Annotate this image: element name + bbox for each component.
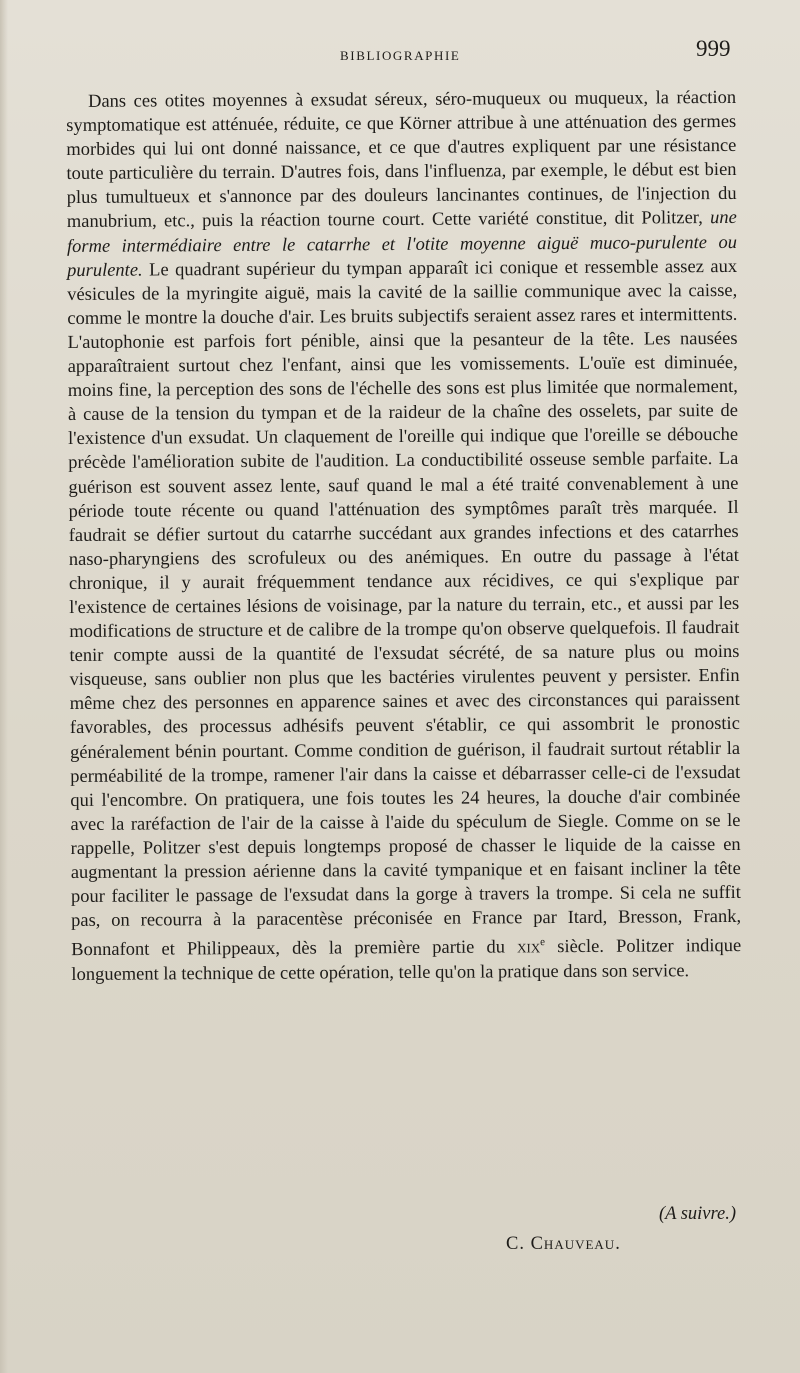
paragraph-text-1: Dans ces otites moyennes à exsudat séreux, séro-muqueux ou muqueux, la réaction symptomatique est atténuée, réduite, ce que Körner attribue à une atténuation des germes morbides qui lui ont donné naissance, et ce que d'autres expliquent par une résistance toute particulière du terrain. D'autres fois, dans l'influenza, par exemple, le début est bien plus tumultueux et s'annonce par des douleurs lancinantes continues, de l'injection du manubrium, etc., puis la réaction tourne court. Cette variété constitue, dit Politzer, xyxy=(66,87,737,233)
century-superscript: e xyxy=(540,936,546,949)
author-signature: C. Chauveau. xyxy=(506,1234,621,1254)
page-number: 999 xyxy=(696,36,731,61)
quoted-italic-phrase: une forme intermédiaire entre le catarrhe et l'otite moyenne aiguë muco-purulente ou purulente. xyxy=(66,208,738,281)
to-be-continued-note: (A suivre.) xyxy=(658,1204,736,1224)
paragraph-text-2: Le quadrant supérieur du tympan apparaît ici conique et ressemble assez aux vésicules de la myringite aiguë, mais la cavité de la saillie communique avec la caisse, comme le montre la douche d'air. Les bruits subjectifs seraient assez rares et intermittents. L'autophonie est parfois fort pénible, ainsi que la pesanteur de la tête. Les nausées apparaîtraient surtout chez l'enfant, ainsi que les vomissements. L'ouïe est diminuée, moins fine, la perception des sons de l'échelle des sons est plus limitée que normalement, à cause de la tension du tympan et de la raideur de la chaîne des osselets, par suite de l'existence d'un exsudat. Un claquement de l'oreille qui indique que l'oreille se débouche précède l'amélioration subite de l'audition. La conductibilité osseuse semble parfaite. La guérison est souvent assez lente, sauf quand le mal a été traité convenablement à une période toute récente ou quand l'atténuation des symptômes paraît très marquée. Il faudrait se défier surtout du catarrhe succédant aux grandes infections et des catarrhes naso-pharyngiens des scrofuleux ou des anémiques. En outre du passage à l'état chronique, il y aurait fréquemment tendance aux récidives, ce qui s'explique par l'existence de certaines lésions de voisinage, par la nature du terrain, etc., et aussi par les modifications de structure et de calibre de la trompe qu'on observe quelquefois. Il faudrait tenir compte aussi de la quantité de l'exsudat sécrété, de sa nature plus ou moins visqueuse, sans oublier non plus que les bactéries virulentes peuvent y persister. Enfin même chez des personnes en apparence saines et avec des circonstances qui paraissent favorables, des processus adhésifs peuvent s'établir, ce qui assombrit le pronostic généralement bénin pourtant. Comme condition de guérison, il faudrait surtout rétablir la perméabilité de la trompe, ramener l'air dans la caisse et débarrasser celle-ci de l'exsudat qui l'encombre. On pratiquera, une fois toutes les 24 heures, la douche d'air combinée avec la raréfaction de l'air de la caisse à l'aide du spéculum de Siegle. Comme on se le rappelle, Politzer s'est depuis longtemps proposé de chasser le liquide de la caisse en augmentant la pression aérienne dans la cavité tympanique et en faisant incliner la tête pour faciliter le passage de l'exsudat dans la gorge à travers la trompe. Si cela ne suffit pas, on recourra à la paracentèse préconisée en France par Itard, Bresson, Frank, Bonnafont et Philippeaux, dès la première partie du xyxy=(67,256,742,961)
running-title: BIBLIOGRAPHIE xyxy=(340,48,461,63)
page-gutter-shadow xyxy=(0,0,8,1373)
century-roman-numeral: xix xyxy=(517,937,541,958)
paragraph-text-3: siècle. Politzer indique longuement la technique de cette opération, telle qu'on la pratique dans son service. xyxy=(71,936,742,985)
article-paragraph xyxy=(66,86,741,987)
